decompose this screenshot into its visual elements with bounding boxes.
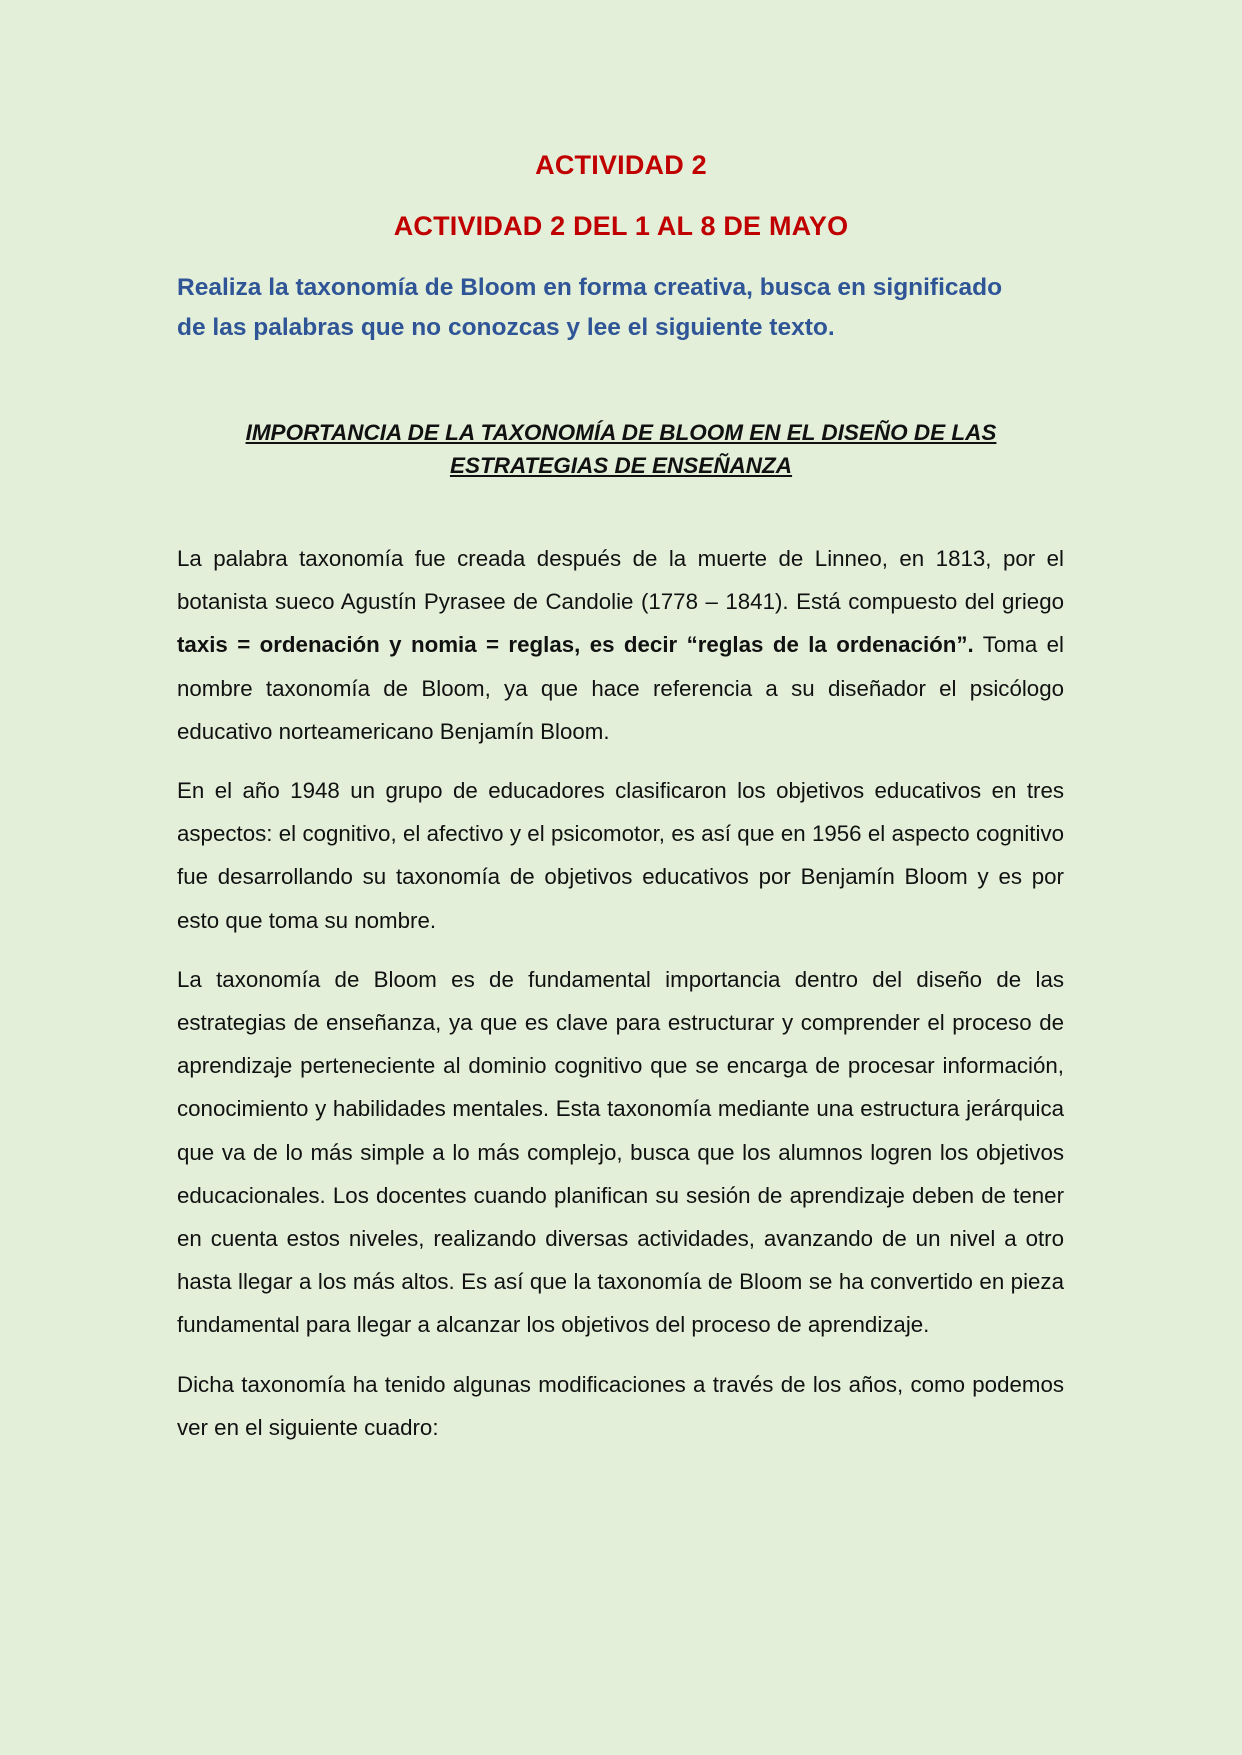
instruction-text (177, 268, 1077, 348)
activity-title: ACTIVIDAD 2 (535, 150, 707, 180)
instruction-line-2: de las palabras que no conozcas y lee el siguiente texto. (177, 314, 835, 341)
paragraph-2: En el año 1948 un grupo de educadores clasificaron los objetivos educativos en tres aspectos: el cognitivo, el afectivo y el psicomotor, es así que en 1956 el aspecto cognitivo fue desarrollando su taxonomía de objetivos educativos por Benjamín Bloom y es por esto que toma su nombre. (177, 778, 1064, 933)
article-title-line-2: ESTRATEGIAS DE ENSEÑANZA (449, 453, 793, 478)
paragraph-1 (177, 537, 1064, 753)
paragraph-1-start: La palabra taxonomía fue creada después de la muerte de Linneo, en 1813, por el botanista sueco Agustín Pyrasee de Candolie (1778 – 1841). Está compuesto del griego (177, 546, 1064, 615)
paragraph-4: Dicha taxonomía ha tenido algunas modificaciones a través de los años, como podemos ver en el siguiente cuadro: (177, 1371, 1064, 1440)
instruction-line-1: Realiza la taxonomía de Bloom en forma creativa, busca en significado (177, 274, 1003, 301)
paragraph-1-bold: taxis = ordenación y nomia = reglas, es decir “reglas de la ordenación”. (177, 632, 974, 658)
paragraph-1-end: Toma el nombre taxonomía de Bloom, ya que hace referencia a su diseñador el psicólogo educativo norteamericano Benjamín Bloom. (177, 632, 1064, 744)
article-title (177, 416, 1065, 482)
activity-subtitle: ACTIVIDAD 2 DEL 1 AL 8 DE MAYO (393, 211, 849, 241)
paragraph-3: La taxonomía de Bloom es de fundamental importancia dentro del diseño de las estrategias de enseñanza, ya que es clave para estructurar y comprender el proceso de aprendizaje perteneciente al dominio cognitivo que se encarga de procesar información, conocimiento y habilidades mentales. Esta taxonomía mediante una estructura jerárquica que va de lo más simple a lo más complejo, busca que los alumnos logren los objetivos educacionales. Los docentes cuando planifican su sesión de aprendizaje deben de tener en cuenta estos niveles, realizando diversas actividades, avanzando de un nivel a otro hasta llegar a los más altos. Es así que la taxonomía de Bloom se ha convertido en pieza fundamental para llegar a alcanzar los objetivos del proceso de aprendizaje. (177, 966, 1064, 1338)
article-body (177, 537, 1064, 1465)
article-title-line-1: IMPORTANCIA DE LA TAXONOMÍA DE BLOOM EN EL DISEÑO DE LAS (245, 420, 997, 445)
